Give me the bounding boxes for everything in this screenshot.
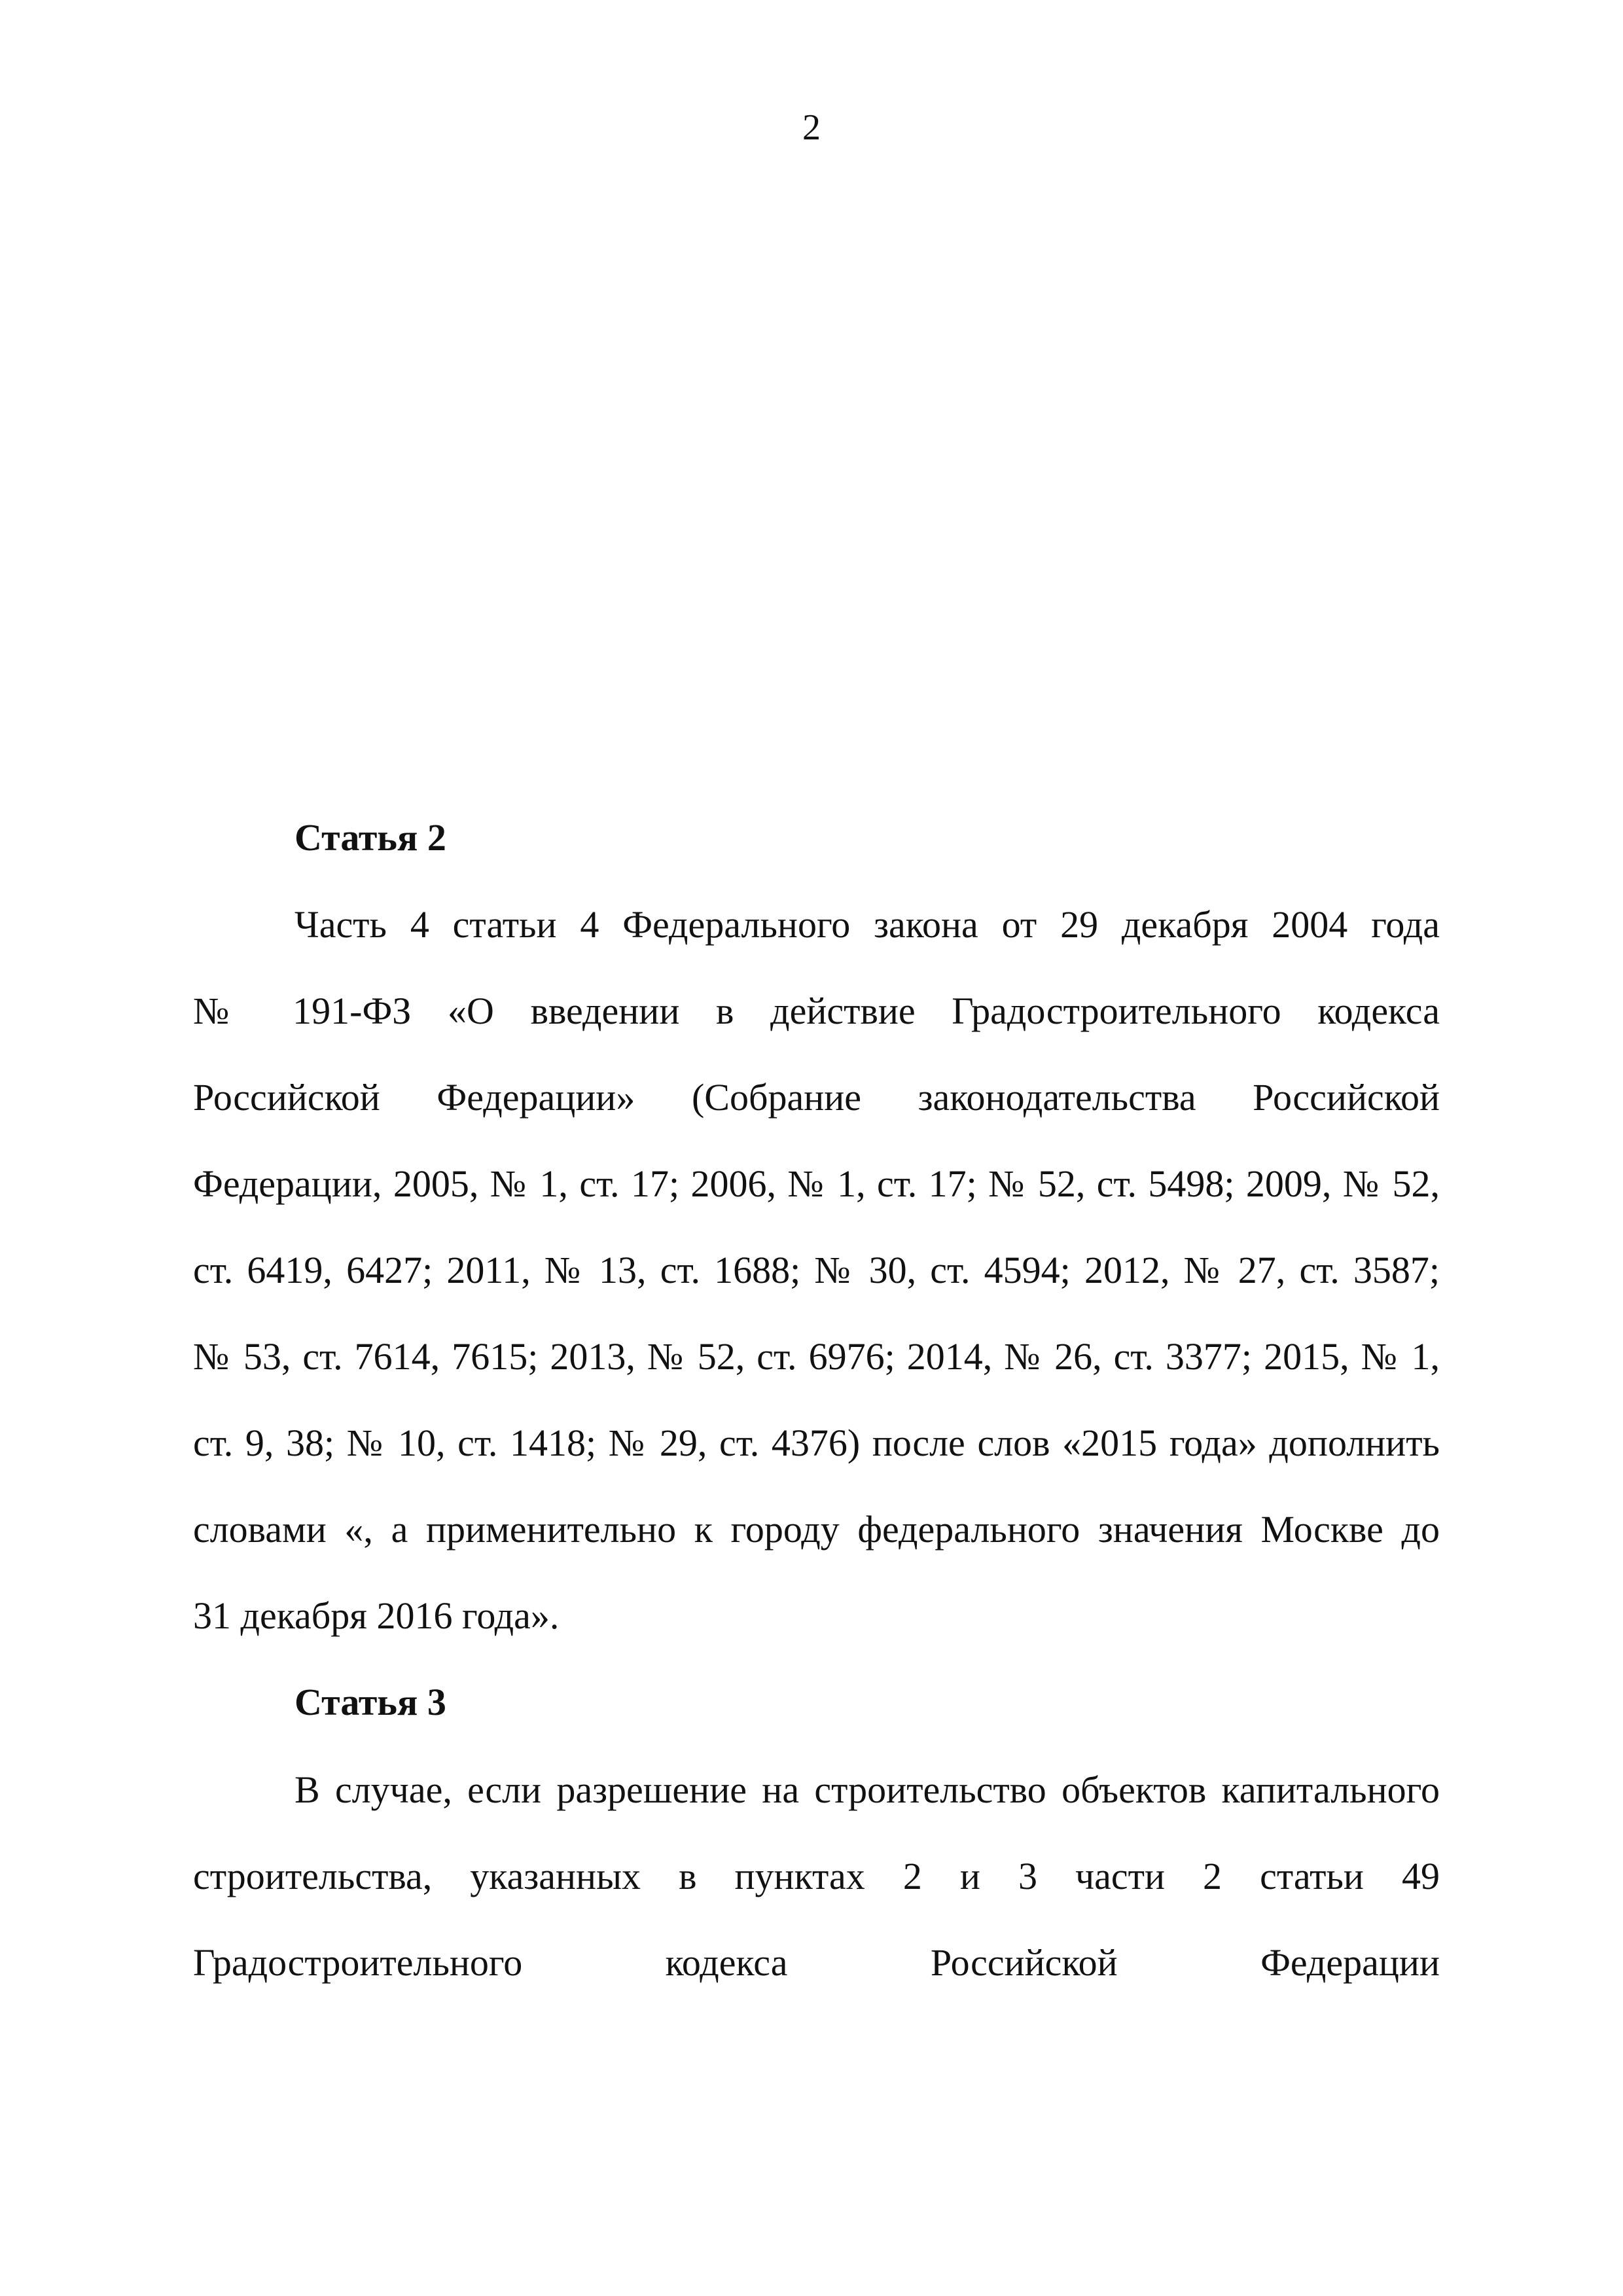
page-number: 2 [802, 107, 821, 148]
article-3-heading: Статья 3 [294, 1681, 446, 1723]
article-2-line-3: Российской Федерации» (Собрание законодательства Российской [193, 1076, 1440, 1119]
article-3-line-2: строительства, указанных в пунктах 2 и 3 части 2 статьи 49 [193, 1855, 1440, 1897]
article-2-line-8: словами «, а применительно к городу федерального значения Москве до [193, 1508, 1440, 1551]
article-2-line-6: № 53, ст. 7614, 7615; 2013, № 52, ст. 6976; 2014, № 26, ст. 3377; 2015, № 1, [193, 1335, 1440, 1378]
article-2-line-2: № 191-ФЗ «О введении в действие Градостроительного кодекса [193, 990, 1440, 1032]
article-2-line-7: ст. 9, 38; № 10, ст. 1418; № 29, ст. 4376) после слов «2015 года» дополнить [193, 1422, 1440, 1464]
article-2-line-4: Федерации, 2005, № 1, ст. 17; 2006, № 1, ст. 17; № 52, ст. 5498; 2009, № 52, [193, 1162, 1440, 1205]
article-2-line-9: 31 декабря 2016 года». [193, 1594, 560, 1637]
article-3-line-1: В случае, если разрешение на строительство объектов капитального [294, 1768, 1440, 1811]
article-2-heading: Статья 2 [294, 816, 446, 859]
article-2-line-5: ст. 6419, 6427; 2011, № 13, ст. 1688; № 30, ст. 4594; 2012, № 27, ст. 3587; [193, 1249, 1440, 1291]
article-3-line-3: Градостроительного кодекса Российской Федерации [193, 1941, 1440, 1984]
article-2-line-1: Часть 4 статьи 4 Федерального закона от 29 декабря 2004 года [294, 903, 1440, 946]
